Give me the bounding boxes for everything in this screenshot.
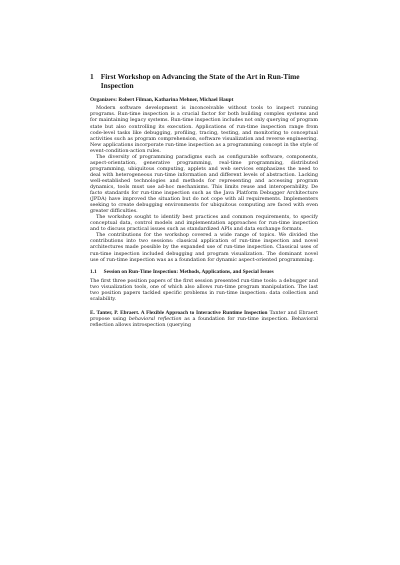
paper-title: E. Tanter, P. Ebraert. A Flexible Approach to Interactive Runtime Inspection	[90, 310, 268, 317]
paragraph-2: The diversity of programming paradigms such as configurable software, components, aspect-orientation, generative programming, real-time programming, distributed programming, ubiquitous computing, applets and web services emphasizes the need to deal with heterogeneous run-time information and different levels of abstraction. Lacking well-established technologies and methods for representing and accessing program dynamics, tools must use ad-hoc mechanisms. This limits reuse and interoperability. De facto standards for run-time inspection such as the Java Platform Debugger Architecture (JPDA) have improved the situation but do not cope with all requirements. Implementers seeking to create debugging environments for ubiquitous computing are faced with even greater difficulties.	[90, 153, 318, 215]
section-heading	[90, 72, 318, 91]
section-number: 1	[90, 72, 94, 81]
paragraph-1: Modern software development is inconceivable without tools to inspect running programs. Run-time inspection is a crucial factor for both building complex systems and for maintaining legacy systems. Run-time inspection includes not only querying of program state but also controlling its execution. Applications of run-time inspection range from code-level tasks like debugging, profiling, tracing, testing, and monitoring to conceptual activities such as program comprehension, software visualization and reverse engineering. New applications incorporate run-time inspection as a programming concept in the style of event-condition-action rules.	[90, 105, 318, 154]
paper-text-before: Tanter and Ebraert propose using	[90, 310, 318, 323]
section-title: First Workshop on Advancing the State of the Art in Run-Time Inspection	[100, 72, 300, 91]
paragraph-4: The contributions for the workshop covered a wide range of topics. We divided the contributions into two sessions: classical application of run-time inspection and novel architectures made possible by the expanded use of run-time inspection. Classical uses of run-time inspection included debugging and program visualization. The dominant novel use of run-time inspection was as a foundation for dynamic aspect-oriented programming.	[90, 232, 318, 263]
paper-entry	[90, 310, 318, 328]
organizers-line: Organizers: Robert Filman, Katharina Mehner, Michael Haupt	[90, 96, 234, 103]
page-content	[90, 72, 318, 328]
paragraph-3: The workshop sought to identify best practices and common requirements, to specify conceptual data, control models and implementation approaches for run-time inspection and to discuss practical issues such as standardized APIs and data exchange formats.	[90, 214, 318, 233]
subsection-number: 1.1	[90, 268, 97, 275]
subsection-heading	[90, 269, 318, 275]
paper-emphasis: behavioral reflection	[128, 316, 182, 323]
subsection-title: Session on Run-Time Inspection: Methods, Applications, and Special Issues	[103, 268, 274, 275]
subsection-paragraph: The first three position papers of the first session presented run-time tools: a debugger and two visualization tools, one of which also allows run-time program manipulation. The last two position papers tackled specific problems in run-time inspection: data collection and scalability.	[90, 278, 318, 303]
paper-text-after: as a foundation for run-time inspection. Behavioral reflection allows introspection (querying	[90, 316, 318, 329]
